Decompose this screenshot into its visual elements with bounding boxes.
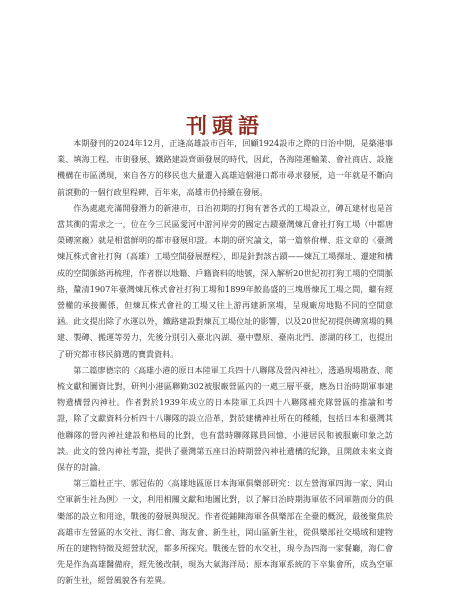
paragraph-2: 作為處處充滿開發潛力的新港市，日治初期的打狗有著各式的工場設立，磚瓦建材也是首當其衝的需求之一，位在今三民區愛河中游河岸旁的國定古蹟臺灣煉瓦會社打狗工場（中都唐榮磚窯廠）就是相當鮮明的都市發展印證。本期的研究論文，第一篇蔡佾樺、莊文章的〈臺灣煉瓦株式會社打狗（高雄）工場空間發展歷程〉，即是針對該古蹟——煉瓦工場擇址、遷建和構成的空間脈絡再梳理，作者群以地籍、戶籍資料的地號，深入解析20世紀初打狗工場的空間脈絡，釐清1907年臺灣煉瓦株式會社打狗工場和1899年鮫島盛的三塊厝煉瓦工場之間，繼有經營權的承接關係，但煉瓦株式會社的工場又往上游再建新窯場，呈現廠房地點不同的空間意涵。此文提出除了水運以外，鐵路建設對煉瓦工場位址的影響，以及20世紀初提供磚窯場的興建、製磚、搬運等勞力，先後分別引入臺北內湖、臺中豐原、臺南北門、澎湖的移工，也提出了研究都市移民篩選的寶貴資料。: [57, 202, 393, 359]
article-body: [57, 135, 393, 589]
page-title: 刊頭語: [186, 113, 264, 139]
paragraph-3: 第二篇廖德宗的〈高雄小港的原日本陸軍工兵四十八聯隊及營內神社〉，透過現場勘查、爬梳文獻和圖資比對，研判小港區聯勤302被服廠營區內的一處三層平臺，應為日治時期軍事建物遺構營內神社。作者對於1939年成立的日本陸軍工兵四十八聯隊補充隊營區的推論和考證，除了文獻資料分析四十八聯隊的設立沿革，對於建構神社所在的種種，包括日本和臺灣其他聯隊的營內神社建設和格局的比對，也有當時聯隊隊員回憶、小港居民和被服廠印象之訪談。此文的營內神社考證，提供了臺灣第五座日治時期營內神社遺構的紀錄，且開啟未來文資保存的討論。: [57, 364, 393, 473]
paragraph-4: 第三篇杜正宇、郭冠佑的〈高雄地區原日本海軍俱樂部研究：以左營海軍四海一家、岡山空軍新生社為例〉一文，利用相關文獻和地圖比對，以了解日治時期海軍依不同軍階而分的俱樂部的設立和用途，戰後的發展與現況。作者從鋪陳海軍各俱樂部在全臺的概況，最後聚焦於高雄市左營區的水交社、海仁會、海友會、新生社，岡山區新生社，從俱樂部社交場域和建物所在的建物特徵及經營狀況，都多所探究。戰後左營的水交社，現今為四海一家餐廳，海仁會先是作為高雄醫備府，經先後改制，現為大氣海洋局；原本海軍系統的下卒集會所，成為空軍的新生社，經營風貌各有差異。: [57, 478, 393, 586]
paragraph-1: 本期發刊的2024年12月，正逢高雄設市百年，回顧1924設市之際的日治中期，是築港事業、填海工程、市街發展、鐵路建設齊頭發展的時代，因此，各海陸運輸業、會社商店、設施機構在市區湧現，來自各方的移民也大量遷入高雄這個港口都市尋求發展，這一年就是不斷向前滾動的一個行政里程碑，百年來，高雄市仍持續在發展。: [57, 138, 393, 197]
